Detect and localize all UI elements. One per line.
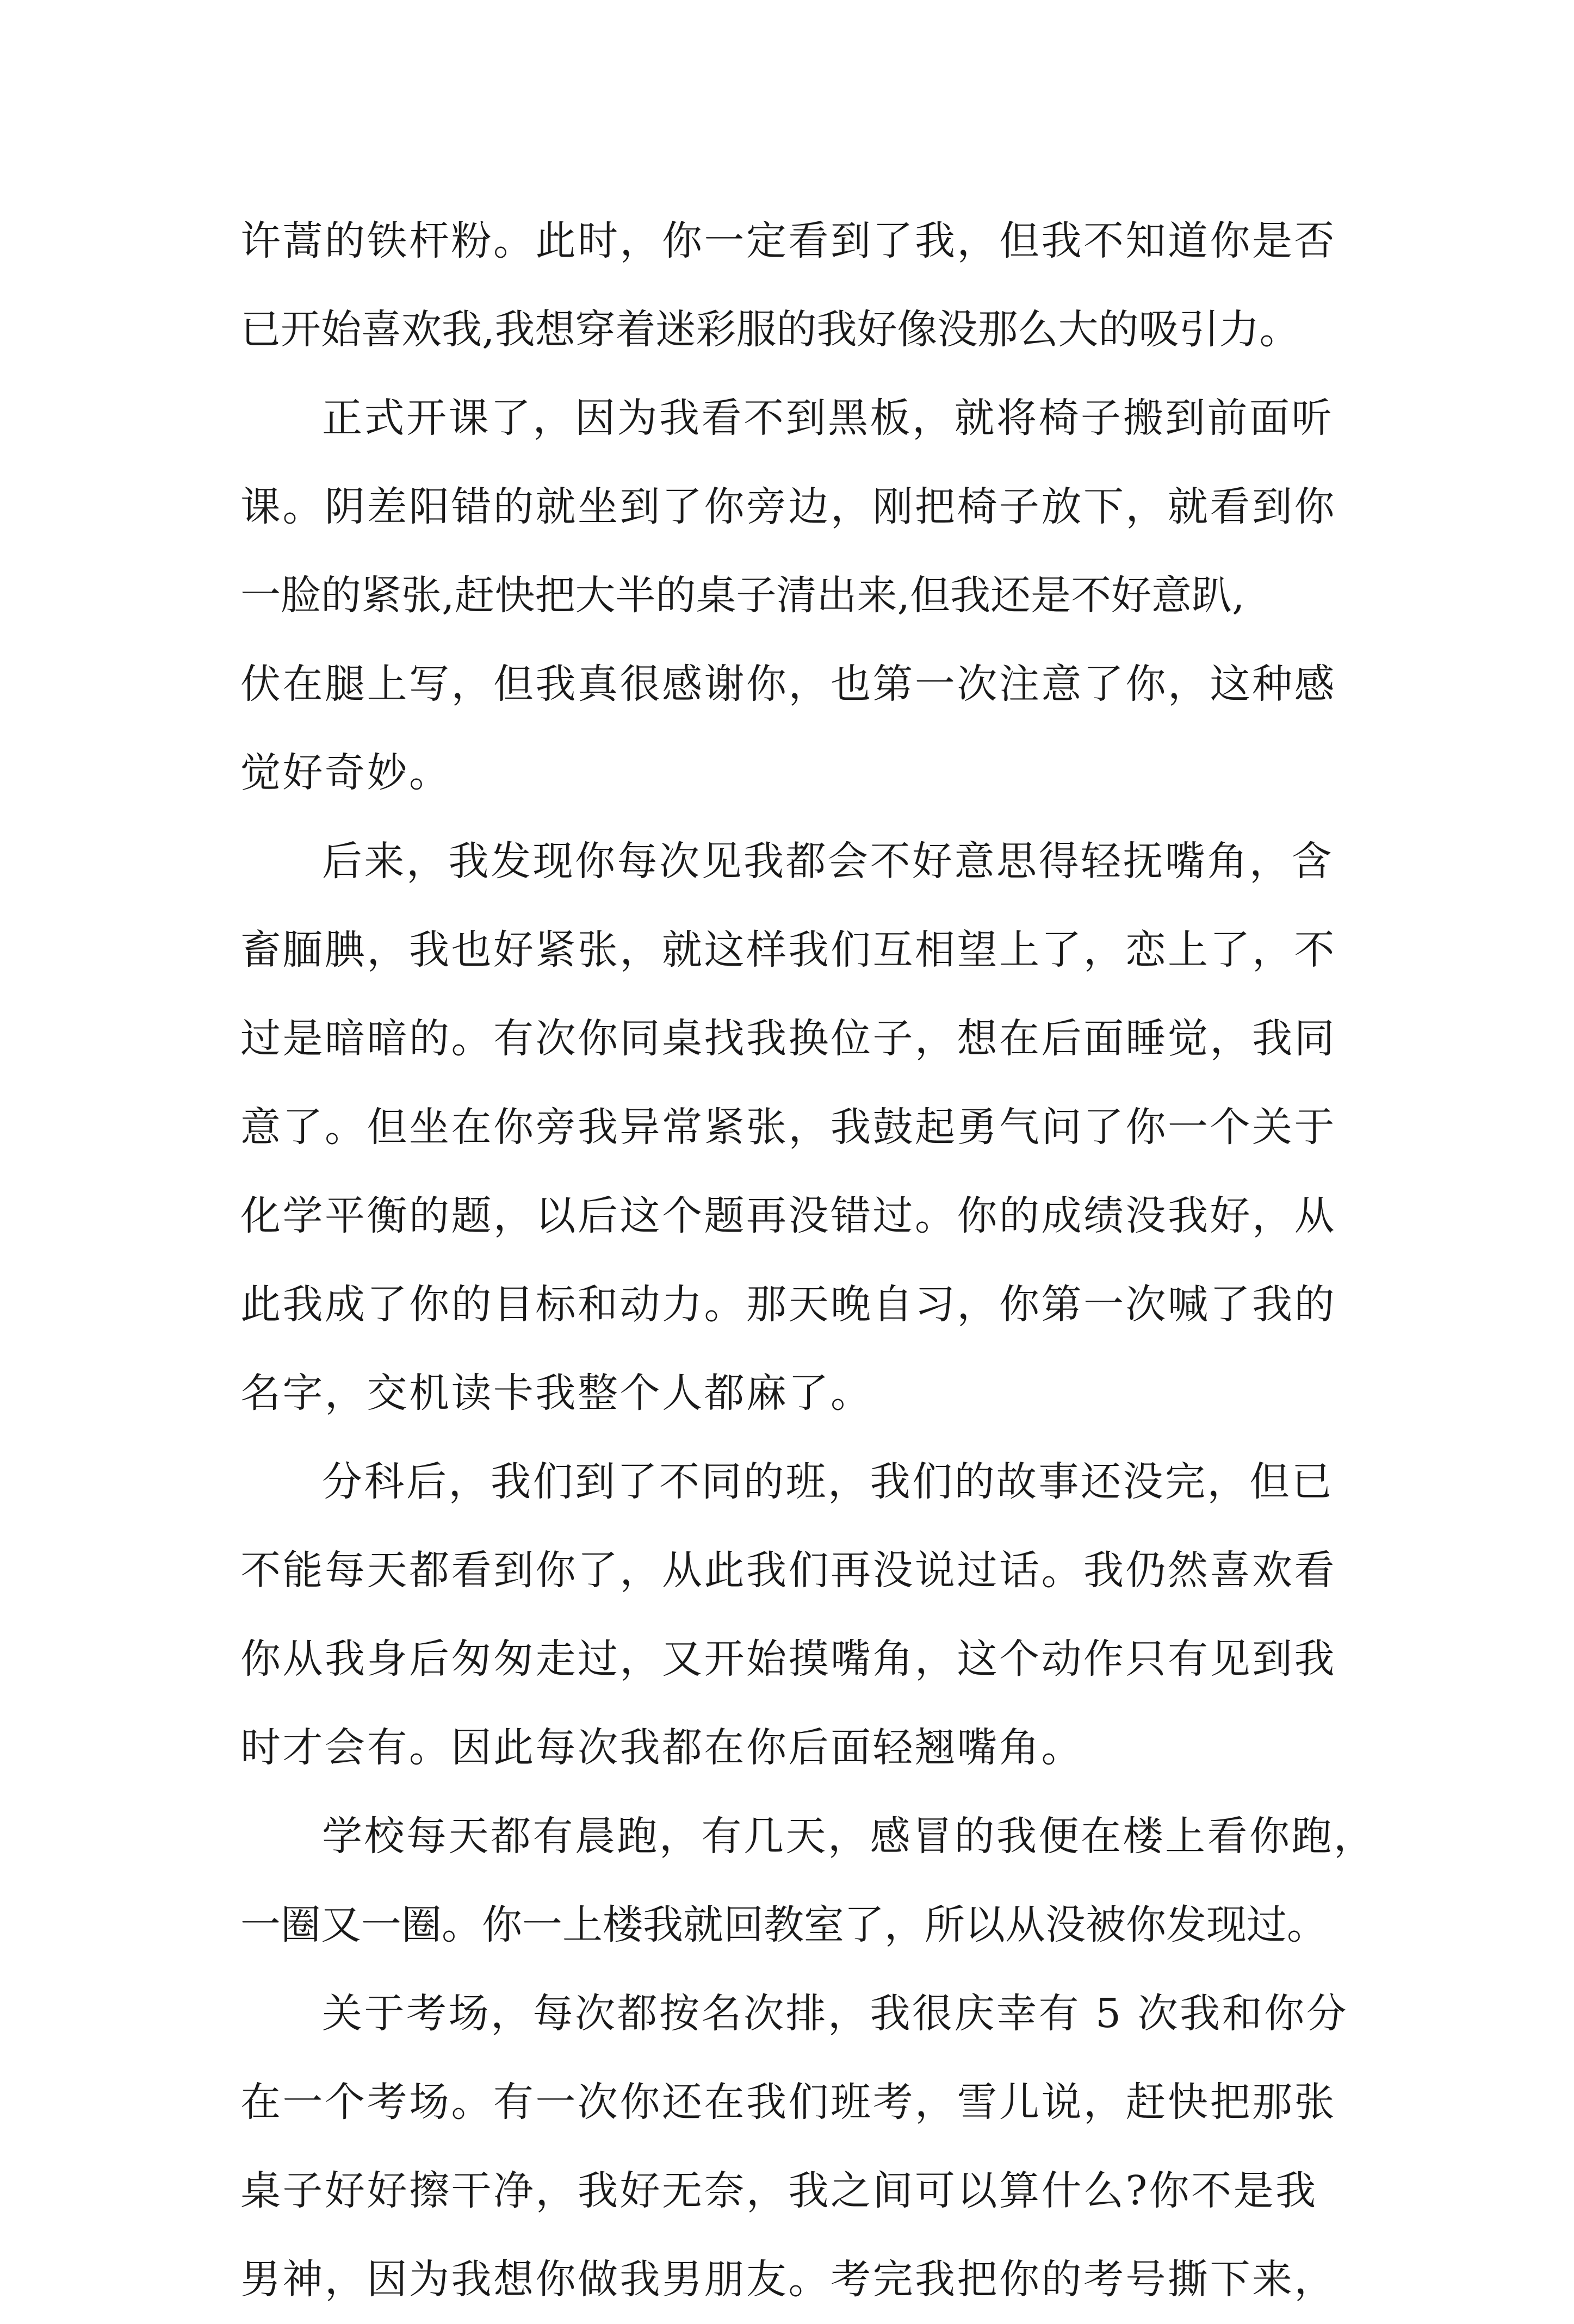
text-line: 此我成了你的目标和动力。那天晚自习，你第一次喊了我的: [240, 1281, 1336, 1328]
text-line: 一圈又一圈。你一上楼我就回教室了，所以从没被你发现过。: [240, 1902, 1327, 1948]
text-line: 意了。但坐在你旁我异常紧张，我鼓起勇气问了你一个关于: [240, 1104, 1336, 1151]
text-line: 课。阴差阳错的就坐到了你旁边，刚把椅子放下，就看到你: [240, 483, 1336, 530]
paragraph-first-line: 分科后，我们到了不同的班，我们的故事还没完，但已: [322, 1458, 1334, 1505]
text-line: 不能每天都看到你了，从此我们再没说过话。我仍然喜欢看: [240, 1547, 1336, 1594]
text-line: 你从我身后匆匆走过，又开始摸嘴角，这个动作只有见到我: [240, 1636, 1336, 1682]
text-line: 伏在腿上写，但我真很感谢你，也第一次注意了你，这种感: [240, 661, 1336, 707]
text-line: 男神，因为我想你做我男朋友。考完我把你的考号撕下来，: [240, 2256, 1336, 2303]
paragraph-first-line: 学校每天都有晨跑，有几天，感冒的我便在楼上看你跑，: [322, 1813, 1376, 1860]
text-line: 一脸的紧张,赶快把大半的桌子清出来,但我还是不好意趴,: [240, 572, 1245, 619]
paragraph-first-line: 后来，我发现你每次见我都会不好意思得轻抚嘴角，含: [322, 838, 1334, 885]
text-line: 名字，交机读卡我整个人都麻了。: [240, 1370, 873, 1416]
text-line: 畜腼腆，我也好紧张，就这样我们互相望上了，恋上了，不: [240, 927, 1336, 973]
text-line: 桌子好好擦干净，我好无奈，我之间可以算什么?你不是我: [240, 2167, 1318, 2214]
text-line: 在一个考场。有一次你还在我们班考，雪儿说，赶快把那张: [240, 2079, 1336, 2126]
document-body: [240, 197, 1376, 2324]
text-line: 已开始喜欢我,我想穿着迷彩服的我好像没那么大的吸引力。: [240, 306, 1300, 353]
paragraph-first-line: 关于考场，每次都按名次排，我很庆幸有 5 次我和你分: [322, 1990, 1349, 2037]
text-line: 觉好奇妙。: [240, 749, 451, 796]
paragraph-first-line: 正式开课了，因为我看不到黑板，就将椅子搬到前面听: [322, 395, 1334, 442]
text-line: 许蒿的铁杆粉。此时，你一定看到了我，但我不知道你是否: [240, 218, 1336, 264]
text-line: 时才会有。因此每次我都在你后面轻翘嘴角。: [240, 1724, 1083, 1771]
text-line: 化学平衡的题，以后这个题再没错过。你的成绩没我好，从: [240, 1192, 1336, 1239]
text-line: 过是暗暗的。有次你同桌找我换位子，想在后面睡觉，我同: [240, 1015, 1336, 1062]
